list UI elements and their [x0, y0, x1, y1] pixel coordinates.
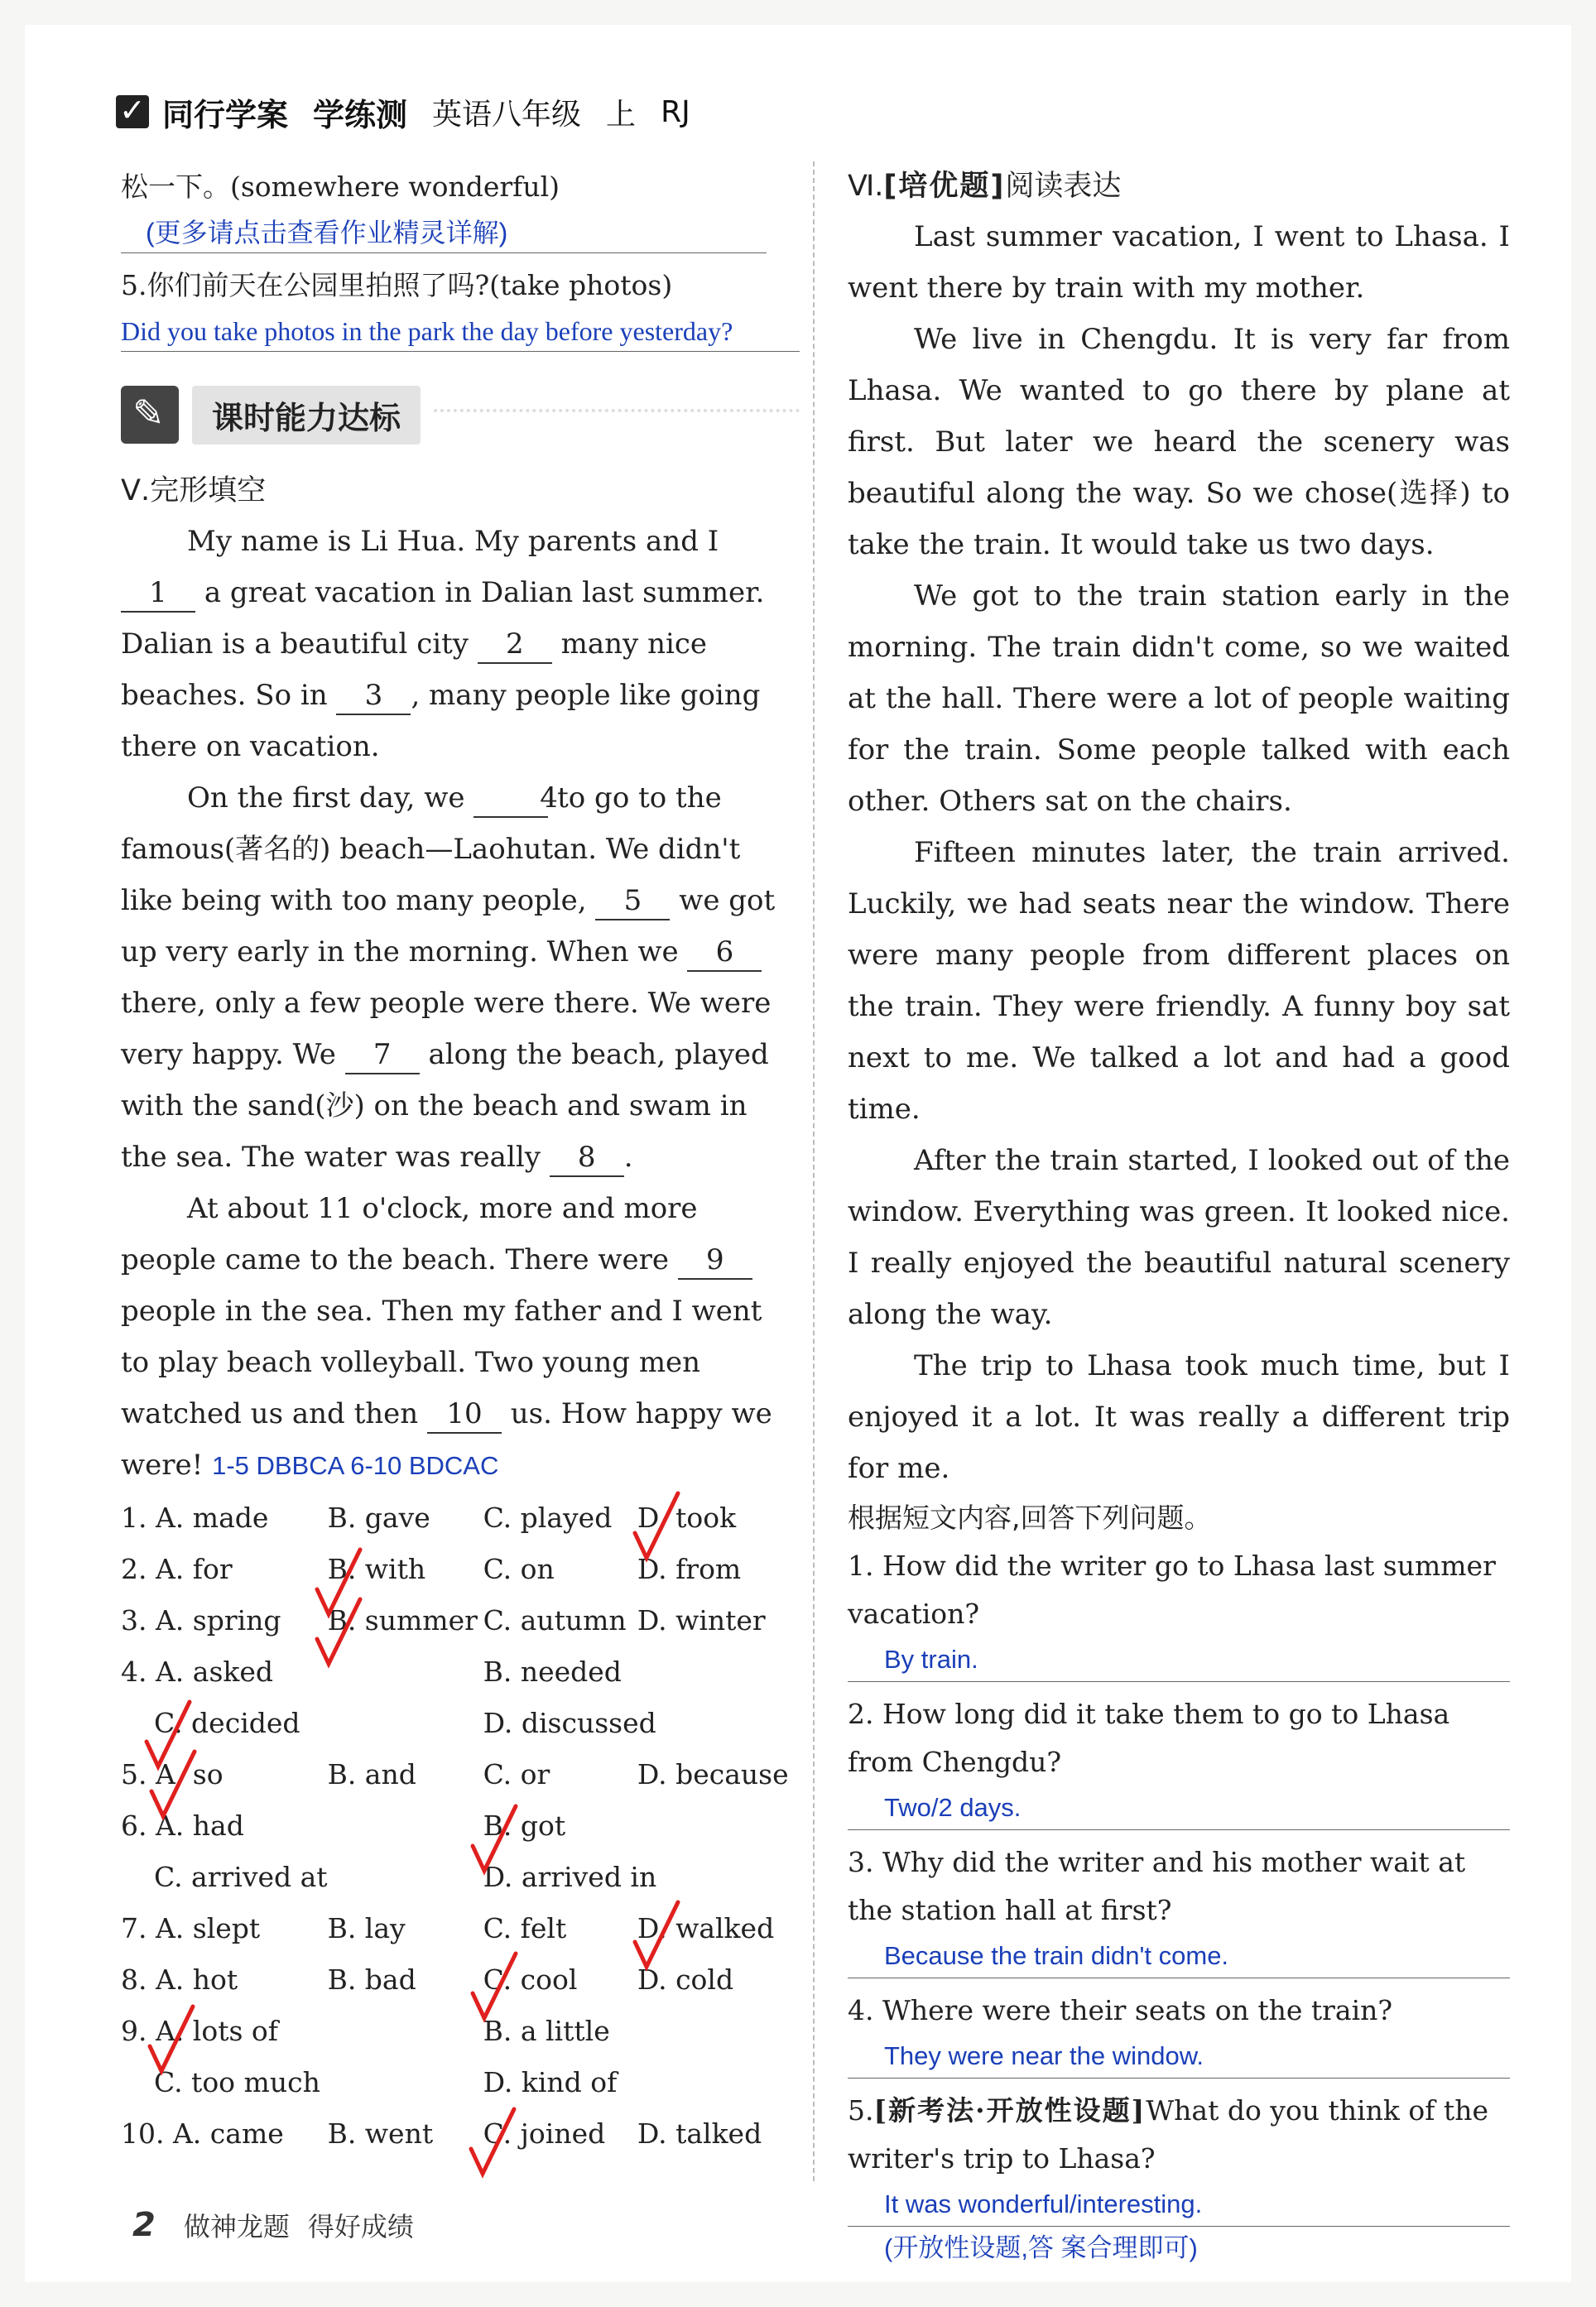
section-banner — [121, 380, 800, 449]
pen-icon — [121, 386, 179, 444]
answer-rule — [121, 351, 800, 352]
series-name: 学练测 — [313, 96, 408, 133]
q5-prompt: 5.你们前天在公园里拍照了吗?(take photos) — [121, 269, 673, 301]
reading-heading: Ⅵ.[培优题]阅读表达 — [848, 170, 1122, 203]
more-solutions-link[interactable]: (更多请点击查看作业精灵详解) — [146, 218, 508, 248]
options-row-9b: C. too much D. kind of — [154, 2065, 618, 2098]
cloze-passage: My name is Li Hua. My parents and I 1 a great vacation in Dalian last summer. Dalian is a beautiful city 2 many nice beaches. So in 3 , many people like going there on vacation. On the first day, we 4 to go to the famous(著名的) beach—Laohutan. We didn't like being with too many people, 5 we got up very early in the morning. When we 6 there, only a few people were there. We were very happy. We 7 along the beach, played with the sand(沙) on the beach and swam in the sea. The water was really 8 . At about 11 o'clock, more and more people came to the beach. There were 9 people in the sea. Then my father and I went to play beach volleyball. Two young men watched us and then 10 us. How happy we were! 1-5 DBBCA 6-10 BDCAC — [121, 525, 776, 1482]
q5-answer: Did you take photos in the park the day before yesterday? — [121, 316, 733, 346]
page-header — [116, 87, 690, 137]
passage-paragraph: We live in Chengdu. It is very far from Lhasa. We wanted to go there by plane at first. But later we heard the scenery was beautiful along the way. So we chose(选择) to take the train. It would take us two days. — [848, 323, 1510, 561]
edition: RJ — [661, 94, 690, 129]
brand-name: 同行学案 — [162, 96, 289, 133]
options-row-6: 6. A. had B. got — [121, 1809, 566, 1842]
red-check-icon — [313, 1596, 364, 1670]
options-row-2: 2. A. for B. with C. on D. from — [121, 1552, 742, 1585]
cloze-heading: Ⅴ.完形填空 — [121, 474, 267, 507]
footer-slogan-2: 得好成绩 — [307, 2211, 414, 2242]
question-4: 4. Where were their seats on the train? They were near the window. — [848, 1987, 1510, 2079]
passage-paragraph: We got to the train station early in the morning. The train didn't come, so we waited at the hall. There were a lot of people waiting for the train. Some people talked with each other. Others sat on the chairs. — [848, 579, 1510, 818]
blank-3: 3 — [336, 677, 411, 715]
page-footer — [132, 2206, 414, 2244]
options-row-6b: C. arrived at D. arrived in — [154, 1860, 657, 1893]
blank-6: 6 — [687, 934, 762, 972]
passage-paragraph: Fifteen minutes later, the train arrived. Luckily, we had seats near the window. There were many people from different places on the train. They were friendly. A funny boy sat next to me. We talked a lot and had a good time. — [848, 836, 1510, 1126]
passage-paragraph: The trip to Lhasa took much time, but I enjoyed it a lot. It was really a different trip for me. — [848, 1349, 1510, 1485]
subject: 英语八年级 — [432, 97, 582, 132]
blank-10: 10 — [427, 1396, 502, 1434]
answer-4: They were near the window. — [848, 2035, 1510, 2079]
checkmark-logo-icon — [116, 95, 149, 128]
blank-1: 1 — [121, 574, 195, 613]
right-column — [848, 161, 1510, 2270]
red-check-icon — [631, 1490, 682, 1564]
options-row-5: 5. A. so B. and C. or D. because — [121, 1757, 789, 1790]
column-divider — [813, 161, 815, 2181]
red-check-icon — [469, 1950, 520, 2025]
left-column — [121, 161, 800, 2159]
blank-9: 9 — [678, 1242, 752, 1280]
answer-rule — [121, 252, 767, 253]
options-row-4b: C. decided D. discussed — [154, 1706, 656, 1739]
options-row-1: 1. A. made B. gave C. played D. took — [121, 1501, 737, 1534]
options-row-7: 7. A. slept B. lay C. felt D. walked — [121, 1911, 775, 1944]
answer-5: It was wonderful/interesting. — [848, 2183, 1510, 2227]
passage-paragraph: Last summer vacation, I went to Lhasa. I went there by train with my mother. — [848, 220, 1510, 305]
instruction: 根据短文内容,回答下列问题。 — [848, 1502, 1212, 1534]
q5-tag: [新考法·开放性设题] — [873, 2094, 1147, 2127]
question-5: 5.[新考法·开放性设题]What do you think of the writer's trip to Lhasa? It was wonderful/interesting. (开放性设题,答 案合理即可) — [848, 2087, 1510, 2270]
banner-dots — [434, 409, 800, 421]
page-number: 2 — [132, 2206, 156, 2244]
previous-question-tail: 松一下。(somewhere wonderful) — [121, 171, 560, 203]
question-1: 1. How did the writer go to Lhasa last summer vacation? By train. — [848, 1542, 1510, 1682]
options-row-9: 9. A. lots of B. a little — [121, 2014, 610, 2047]
cloze-options — [121, 1492, 800, 2159]
options-row-3: 3. A. spring B. summer C. autumn D. winter — [121, 1603, 766, 1637]
footer-slogan-1: 做神龙题 — [183, 2211, 290, 2242]
blank-7: 7 — [345, 1036, 420, 1074]
red-check-icon — [631, 1899, 682, 1973]
question-3: 3. Why did the writer and his mother wait at the station hall at first? Because the train didn't come. — [848, 1838, 1510, 1978]
blank-5: 5 — [595, 882, 670, 920]
blank-2: 2 — [478, 626, 552, 664]
passage-paragraph: After the train started, I looked out of the window. Everything was green. It looked nice. I really enjoyed the beautiful natural scenery along the way. — [848, 1144, 1510, 1331]
answer-1: By train. — [848, 1638, 1510, 1682]
red-check-icon — [146, 2003, 197, 2078]
blank-8: 8 — [550, 1139, 624, 1177]
answer-5-note: (开放性设题,答 案合理即可) — [884, 2233, 1198, 2262]
question-2: 2. How long did it take them to go to Lhasa from Chengdu? Two/2 days. — [848, 1690, 1510, 1830]
options-row-4: 4. A. asked B. needed — [121, 1655, 622, 1688]
section-title: 课时能力达标 — [192, 386, 421, 445]
options-row-10: 10. A. came B. went C. joined D. talked — [121, 2117, 762, 2150]
volume: 上 — [606, 97, 637, 132]
red-check-icon — [469, 1803, 520, 1877]
answer-3: Because the train didn't come. — [848, 1935, 1510, 1978]
red-check-icon — [467, 2106, 518, 2180]
options-row-8: 8. A. hot B. bad C. cool D. cold — [121, 1963, 734, 1996]
blank-4: 4 — [474, 780, 548, 818]
answer-2: Two/2 days. — [848, 1786, 1510, 1830]
cloze-answer-key: 1-5 DBBCA 6-10 BDCAC — [212, 1451, 499, 1480]
red-check-icon — [147, 1748, 199, 1823]
